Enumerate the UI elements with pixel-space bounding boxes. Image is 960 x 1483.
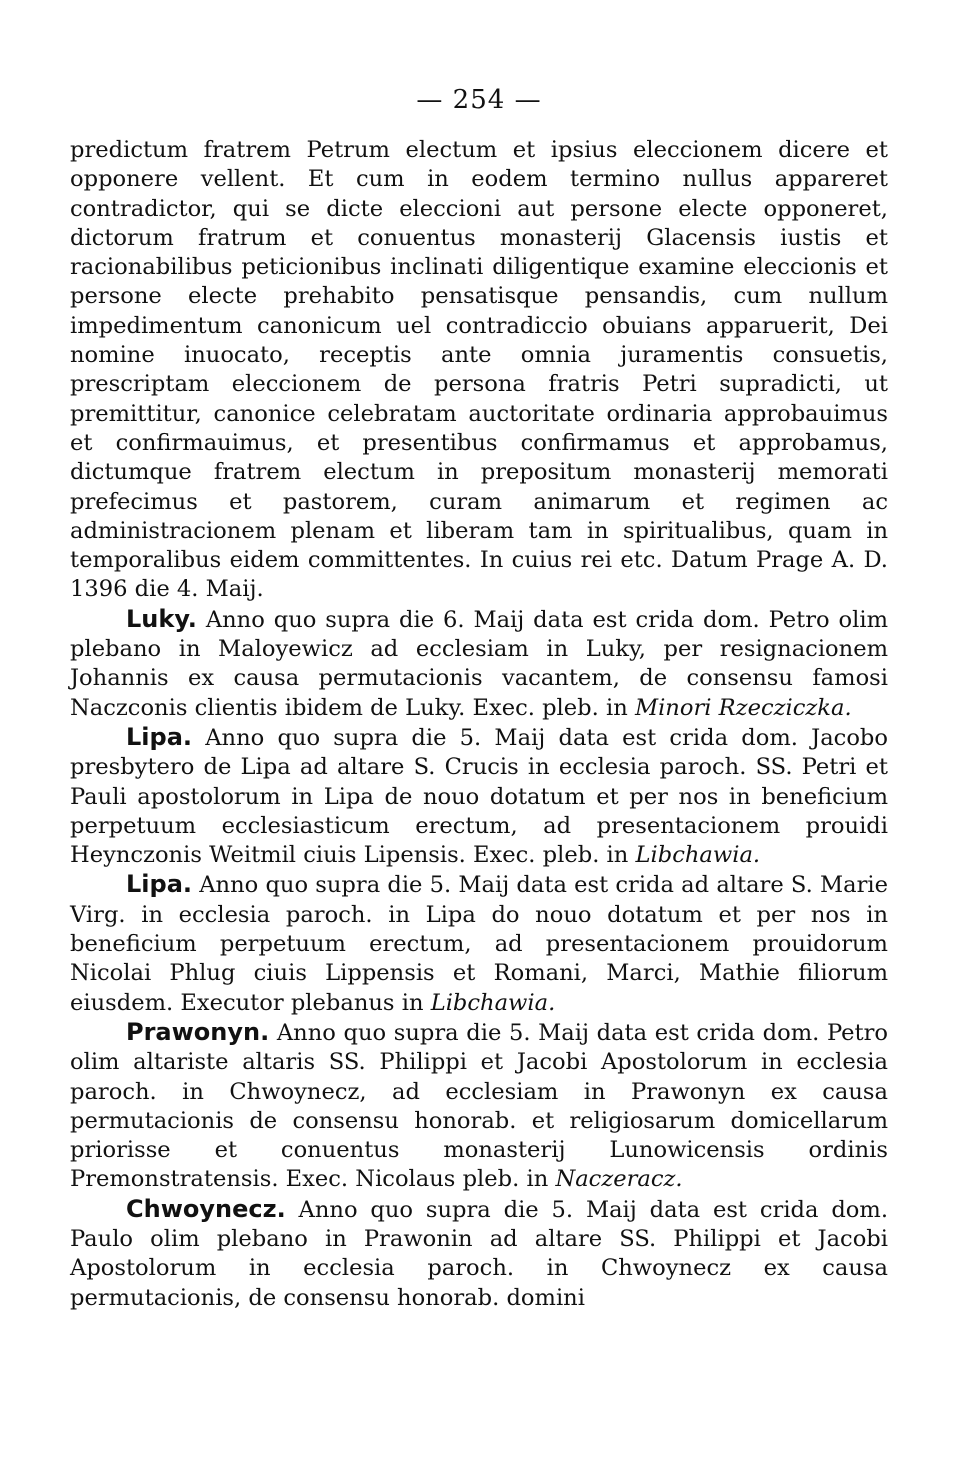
continuation-paragraph: predictum fratrem Petrum electum et ipsius eleccionem dicere et opponere vellent. Et cum in eodem termino nullus appareret contradictor, qui se dicte eleccioni aut persone electe opponeret, dictorum fratrum et conuentus monasterij Glacensis iustis et racionabilibus peticionibus inclinati diligentique examine eleccionis et persone electe prehabito pensatisque pensandis, cum nullum impedimentum canonicum uel contradiccio obuians apparuerit, Dei nomine inuocato, receptis ante omnia juramentis consuetis, prescriptam eleccionem de persona fratris Petri supradicti, ut premittitur, canonice celebratam auctoritate ordinaria approbauimus et confirmauimus, et presentibus confirmamus et approbamus, dictumque fratrem electum in prepositum monasterij memorati prefecimus et pastorem, curam animarum et regimen ac administracionem plenam et liberam tam in spiritualibus, quam in temporalibus eidem committentes. In cuius rei etc. Datum Prage A. D. 1396 die 4. Maij. — [70, 137, 888, 603]
entry-text: Anno quo supra die 5. Maij data est crida dom. Petro olim altariste altaris SS. Philippi et Jacobi Apostolorum in ecclesia paroch. in Chwoynecz, ad ecclesiam in Prawonyn ex causa permutacionis de consensu honorab. et religiosarum domicellarum priorisse et conuentus monasterij Lunowicensis ordinis Premonstratensis. Exec. Nicolaus pleb. in — [70, 1019, 888, 1193]
entry-prawonyn — [70, 1018, 888, 1195]
entry-place: Naczeracz. — [555, 1166, 683, 1193]
entry-heading: Chwoynecz. — [126, 1194, 286, 1223]
entry-lipa-1 — [70, 723, 888, 870]
entry-text: Anno quo supra die 5. Maij data est crida dom. Jacobo presbytero de Lipa ad altare S. Crucis in ecclesia paroch. SS. Petri et Pauli apostolorum in Lipa de nouo dotatum et per nos in beneficium perpetuum ecclesiasticum erectum, ad presentacionem prouidi Heynczonis Weitmil ciuis Lipensis. Exec. pleb. in — [70, 724, 888, 869]
entry-heading: Prawonyn. — [126, 1017, 270, 1046]
entry-text: Anno quo supra die 5. Maij data est crida ad altare S. Marie Virg. in ecclesia paroch. in Lipa do nouo dotatum et per nos in beneficium perpetuum erectum, ad presentacionem prouidorum Nicolai Phlug ciuis Lippensis et Romani, Marci, Mathie filiorum eiusdem. Executor plebanus in — [70, 872, 888, 1016]
entry-chwoynecz — [70, 1195, 888, 1313]
entry-place: Libchawia. — [635, 842, 761, 869]
entry-text: Anno quo supra die 6. Maij data est crida dom. Petro olim plebano in Maloyewicz ad ecclesiam in Luky, per resignacionem Johannis ex causa permutacionis vacantem, de consensu famosi Naczconis clientis ibidem de Luky. Exec. pleb. in — [70, 606, 888, 721]
entry-heading: Luky. — [126, 604, 197, 633]
entry-lipa-2 — [70, 870, 888, 1017]
document-page — [70, 84, 888, 1313]
entry-place: Minori Rzecziczka. — [634, 694, 852, 721]
entry-luky — [70, 605, 888, 723]
page-number: — 254 — — [416, 85, 542, 115]
entry-place: Libchawia. — [430, 989, 556, 1016]
entry-text: Anno quo supra die 5. Maij data est crida dom. Paulo olim plebano in Prawonin ad altare SS. Philippi et Jacobi Apostolorum in ecclesia paroch. in Chwoynecz ex causa permutacionis, de consensu honorab. domini — [70, 1196, 889, 1311]
entry-heading: Lipa. — [126, 870, 193, 899]
entry-heading: Lipa. — [126, 722, 193, 751]
